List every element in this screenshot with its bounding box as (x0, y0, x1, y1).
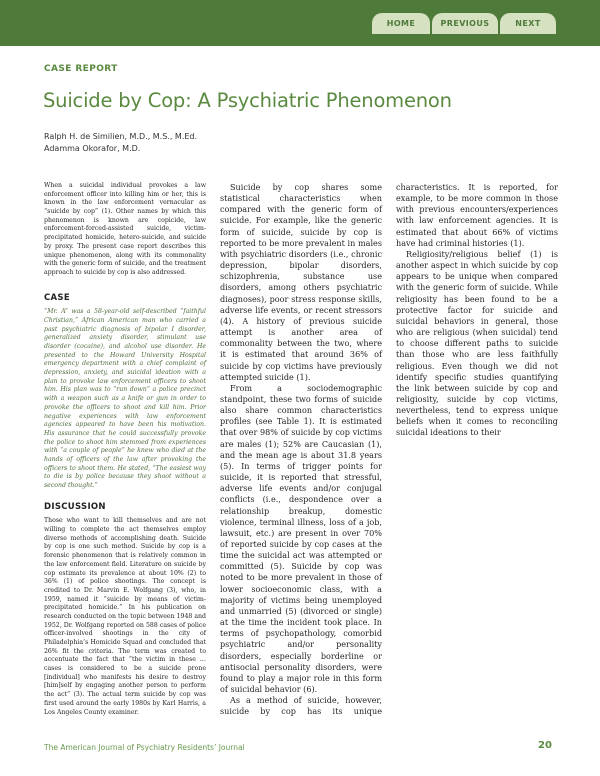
top-banner (0, 0, 600, 46)
discussion-paragraph-2: Suicide by cop shares some statistical characteristics when compared with the generic form of suicide. For example, like the generic form of suicide, suicide by cop is reported to be more prevalent in males with psychiatric disorders (i.e., chronic depression, bipolar disorders, schizophrenia, substance use disorders, among others psychiatric diagnoses), poor stress response skills, adverse life events, or recent stressors (4). A history of previous suicide attempt is another area of commonality between the two, where it is estimated that around 36% of suicide by cop victims have previously attempted suicide (1). (220, 182, 382, 382)
column-1 (44, 182, 206, 717)
case-heading: CASE (44, 292, 70, 303)
column-3 (396, 182, 558, 439)
discussion-paragraph-1: Those who want to kill themselves and are not willing to complete the act themselves employ diverse methods of accomplishing death. Suicide by cop is one such method. Suicide by cop is a forensic phenomenon that is relatively common in the law enforcement field. Literature on suicide by cop estimate its prevalence at about 10% (2) to 36% (1) of police shootings. The concept is credited to Dr. Marvin E. Wolfgang (3), who, in 1959, named it “suicide by means of victim-precipitated homicide.” In his publication on research conducted on the topic between 1948 and 1952, Dr. Wolfgang reported on 588 cases of police officer-involved shootings in the city of Philadelphia’s Homicide Squad and concluded that 26% fit the criteria. The term was created to accentuate the fact that “the victim in these … cases is considered to be a suicide prone [individual] who manifests his desire to destroy [him]self by engaging another person to perform the act” (3). The actual term suicide by cop was first used around the early 1980s by Karl Harris, a Los Angeles County examiner. (44, 517, 206, 716)
abstract-paragraph: When a suicidal individual provokes a law enforcement officer into killing him or her, this is known in the law enforcement vernacular as “suicide by cop” (1). Other names by which this phenomenon is known are copicide, law enforcement-forced-assisted suicide, victim-precipitated homicide, hetero-suicide, and suicide by proxy. The present case report describes this unique phenomenon, along with its commonality with the generic form of suicide, and the treatment approach to suicide by cop is also addressed. (44, 182, 206, 276)
footer-journal-name: The American Journal of Psychiatry Residents’ Journal (44, 743, 245, 752)
discussion-paragraph-3: From a sociodemographic standpoint, these two forms of suicide also share common characteristics profiles (see Table 1). It is estimated that over 98% of suicide by cop victims are males (1); 52% are Caucasian (1), and the mean age is about 31.8 years (5). In terms of trigger points for suicide, it is reported that stressful, adverse life events and/or conjugal conflicts (i.e., despondence over a relationship breakup, domestic violence, terminal illness, loss of a job, lawsuit, etc.) are present in over 70% of reported suicide by cop cases at the time the suicidal act was attempted or committed (5). Suicide by cop was noted to be more prevalent in those of lower socioeconomic class, with a majority of victims being unemployed and unmarried (5) (divorced or single) at the time the incident took place. In terms of psychopathology, comorbid psychiatric and/or personality disorders, especially borderline or antisocial personality disorders, were found to play a major role in this form of suicidal behavior (6). (220, 382, 382, 695)
section-label: CASE REPORT (44, 64, 118, 74)
page-number: 20 (538, 740, 552, 751)
discussion-paragraph-5: Religiosity/religious belief (1) is another aspect in which suicide by cop appears to be unique when compared with the generic form of suicide. While religiosity has been found to be a protective factor for suicide and suicidal behaviors in general, those who are religious (when suicidal) tend to choose different paths to suicide than those who are less faithfully religious. Even though we did not identify specific studies quantifying the link between suicide by cop and religiosity, suicide by cop victims, nevertheless, tend to express unique beliefs when it comes to reconciling suicidal ideations to their (396, 248, 558, 438)
discussion-heading: DISCUSSION (44, 501, 106, 512)
article-title: Suicide by Cop: A Psychiatric Phenomenon (43, 89, 452, 112)
author-2: Adamma Okorafor, M.D. (44, 144, 141, 153)
discussion-paragraph-4: As a method of suicide, however, suicide by cop has its unique (220, 695, 382, 717)
discussion-paragraph-4-continued: characteristics. It is reported, for example, to be more common in those with previous encounters/experiences with law enforcement agencies. It is estimated that about 66% of victims have had criminal histories (1). (396, 182, 558, 248)
case-paragraph: “Mr. A” was a 58-year-old self-described “faithful Christian,” African American man who carried a past psychiatric diagnosis of bipolar I disorder, generalized anxiety disorder, stimulant use disorder (cocaine), and alcohol use disorder. He presented to the Howard University Hospital emergency department with a chief complaint of depression, anxiety, and suicidal ideation with a plan to provoke law enforcement officers to shoot him. His plan was to “run down” a police precinct with a weapon such as a knife or gun in order to provoke the officers to shoot and kill him. Prior negative experiences with law enforcement agencies appeared to have been his motivation. His assurance that he could successfully provoke the police to shoot him stemmed from experiences with “a couple of people” he knew who died at the hands of officers of the law after provoking the officers to shoot them. He stated, “The easiest way to die is by police because they shoot without a second thought.” (44, 308, 206, 489)
next-tab[interactable]: NEXT (500, 13, 556, 34)
author-1: Ralph H. de Similien, M.D., M.S., M.Ed. (44, 132, 198, 141)
home-tab[interactable]: HOME (372, 13, 430, 34)
previous-tab[interactable]: PREVIOUS (432, 13, 498, 34)
column-2 (220, 182, 382, 718)
